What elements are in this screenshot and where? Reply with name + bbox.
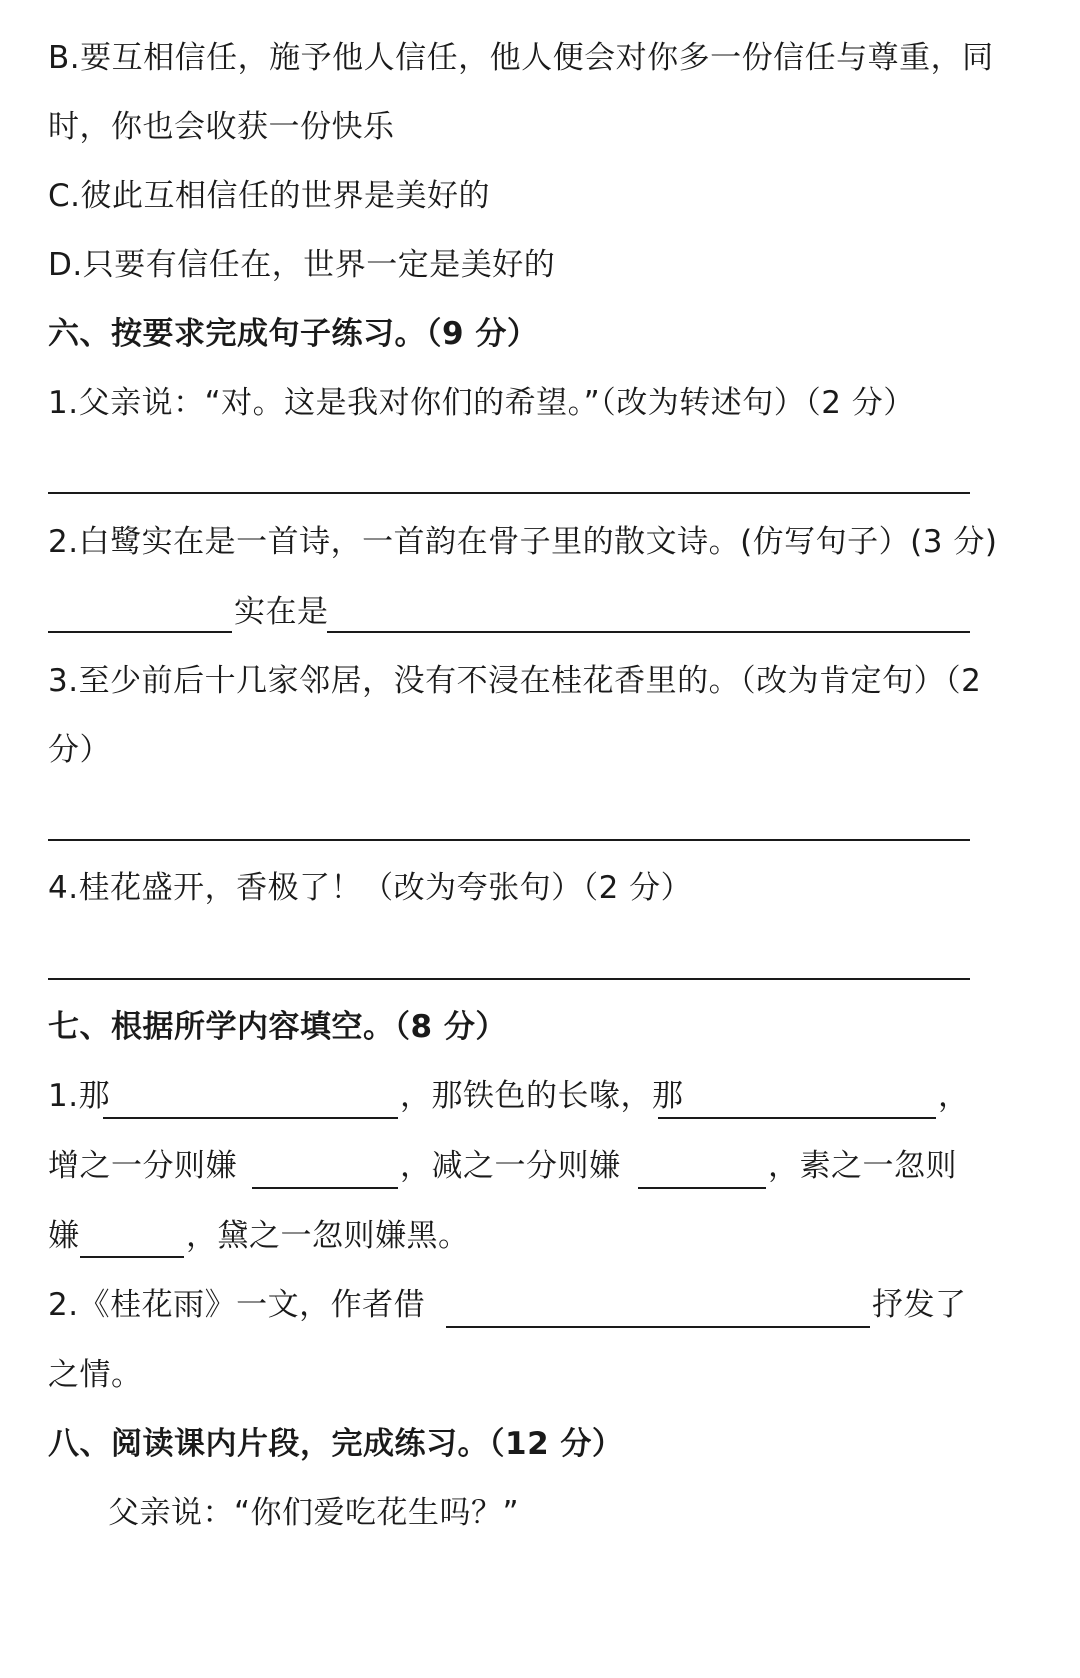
s7-q1-e: ，减之一分则嫌 <box>400 1148 621 1184</box>
option-c: C.彼此互相信任的世界是美好的 <box>48 178 490 214</box>
s7-q2-blank[interactable] <box>446 1326 870 1328</box>
s7-q2-a: 2.《桂花雨》一文，作者借 <box>48 1287 426 1323</box>
s7-q1-g: 嫌 <box>48 1218 80 1254</box>
s6-q2-fill-word: 实在是 <box>234 594 329 630</box>
s6-q3-line1: 3.至少前后十几家邻居，没有不浸在桂花香里的。（改为肯定句）（2 <box>48 663 982 699</box>
s7-q1-d: 增之一分则嫌 <box>48 1148 237 1184</box>
s7-q1-a: 1.那 <box>48 1078 111 1114</box>
option-d: D.只要有信任在，世界一定是美好的 <box>48 247 556 283</box>
s6-q3-line2: 分） <box>48 732 111 768</box>
s6-q2: 2.白鹭实在是一首诗，一首韵在骨子里的散文诗。(仿写句子）(3 分) <box>48 524 998 560</box>
s8-passage-line1: 父亲说：“你们爱吃花生吗？” <box>108 1495 520 1531</box>
s6-q1-answer-line[interactable] <box>48 492 970 494</box>
s6-q4-answer-line[interactable] <box>48 978 970 980</box>
s7-q1-b: ，那铁色的长喙，那 <box>400 1078 684 1114</box>
s7-q1-f: ，素之一忽则 <box>768 1148 957 1184</box>
s7-q1-blank-3[interactable] <box>252 1187 398 1189</box>
option-b-line2: 时，你也会收获一份快乐 <box>48 109 395 145</box>
s7-q1-blank-5[interactable] <box>80 1256 184 1258</box>
s7-q1-blank-4[interactable] <box>638 1187 766 1189</box>
s7-q2-b: 抒发了 <box>872 1287 967 1323</box>
s7-q1-blank-2[interactable] <box>658 1117 936 1119</box>
option-b-line1: B.要互相信任，施予他人信任，他人便会对你多一份信任与尊重，同 <box>48 40 994 76</box>
s6-q3-answer-line[interactable] <box>48 839 970 841</box>
s6-q1: 1.父亲说：“对。这是我对你们的希望。”（改为转述句）（2 分） <box>48 385 915 421</box>
s6-q4: 4.桂花盛开，香极了！（改为夸张句）（2 分） <box>48 870 693 906</box>
s7-q2-c: 之情。 <box>48 1357 143 1393</box>
section6-heading: 六、按要求完成句子练习。（9 分） <box>48 316 539 352</box>
s7-q1-h: ，黛之一忽则嫌黑。 <box>186 1218 470 1254</box>
section8-heading: 八、阅读课内片段，完成练习。（12 分） <box>48 1426 624 1462</box>
s7-q1-c: ， <box>938 1078 970 1114</box>
s6-q2-blank-subject[interactable] <box>48 631 232 633</box>
section7-heading: 七、根据所学内容填空。（8 分） <box>48 1009 507 1045</box>
s6-q2-blank-predicate[interactable] <box>327 631 970 633</box>
s7-q1-blank-1[interactable] <box>103 1117 398 1119</box>
